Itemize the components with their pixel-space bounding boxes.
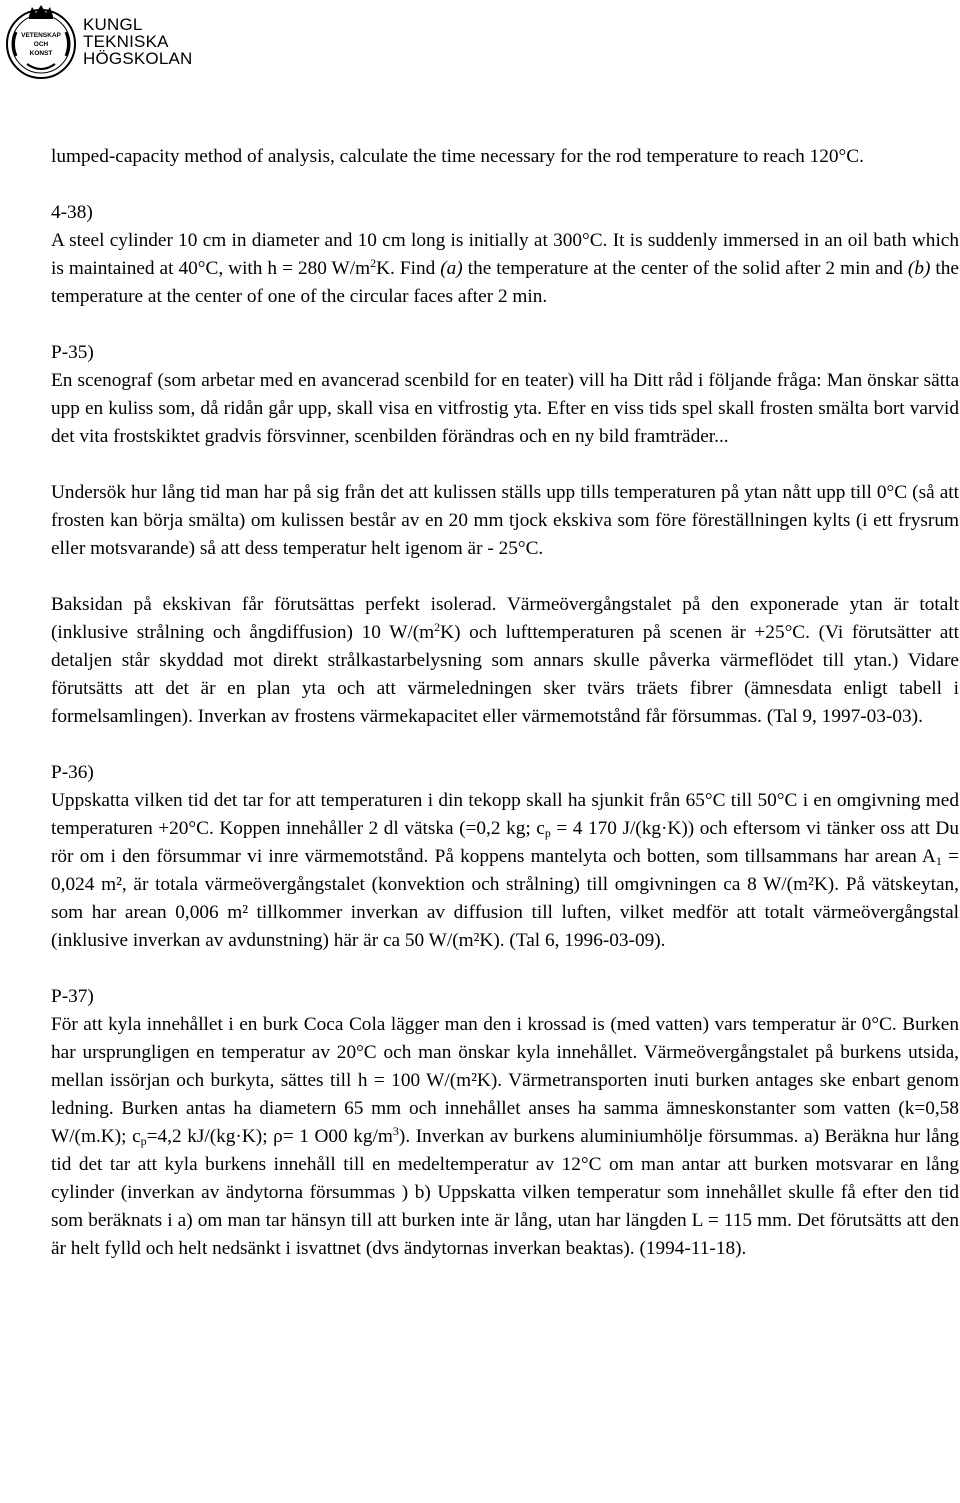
continued-paragraph: lumped-capacity method of analysis, calculate the time necessary for the rod temperature to reach 120°C. xyxy=(51,146,864,167)
problem-4-38-text: A steel cylinder 10 cm in diameter and 10 cm long is initially at 300°C. It is suddenly immersed in an oil bath which is maintained at 40°C, with h = 280 $W/m^2K$. Find (a) the temperature at the center of the solid after 2 min and (b) the temperature at the center of one of the circular faces after 2 min. xyxy=(51,230,959,307)
kth-logo xyxy=(3,2,203,82)
document-body xyxy=(51,143,959,1263)
problem-p35-paragraph-1: En scenograf (som arbetar med en avancerad scenbild for en teater) vill ha Ditt råd i följande fråga: Man önskar sätta upp en kuliss som, då ridån går upp, skall visa en vitfrostig yta. Efter en viss tids spel skall frosten smälta bort varvid det vita frostskiktet gradvis försvinner, scenbilden förändras och en ny bild framträder... xyxy=(51,370,959,447)
problem-p35-paragraph-3: Baksidan på ekskivan får förutsättas perfekt isolerad. Värmeövergångstalet på den exponerade ytan är totalt (inklusive strålning och ångdiffusion) 10 $W/(m^2K)$ och lufttemperaturen på scenen är +25°C. (Vi förutsätter att detaljen står skyddad mot direkt strålkastarbelysning som annars skulle påverka värmeflödet till ytan.) Vidare förutsätts att det är en plan yta och att värmeledningen sker tvärs träets fibrer (ämnesdata enligt tabell i formelsamlingen). Inverkan av frostens värmekapacitet eller värmemotstånd får försummas. (Tal 9, 1997-03-03). xyxy=(51,594,959,727)
kth-wordmark xyxy=(83,16,193,67)
problem-p36-label: P-36) xyxy=(51,762,94,783)
seal-text-line-1: VETENSKAP xyxy=(21,32,61,39)
seal-text-line-2: OCH xyxy=(33,41,49,48)
kth-seal-icon xyxy=(3,2,79,80)
problem-4-38-label: 4-38) xyxy=(51,202,93,223)
wordmark-line-3: HÖGSKOLAN xyxy=(83,49,193,68)
problem-p35-label: P-35) xyxy=(51,342,94,363)
problem-p37-label: P-37) xyxy=(51,986,94,1007)
problem-p36-text: Uppskatta vilken tid det tar for att temperaturen i din tekopp skall ha sjunkit från 65°C till 50°C i en omgivning med temperaturen +20°C. Koppen innehåller 2 dl vätska (=0,2 kg; $c_p = 4$ 170 J/(kg·K)) och eftersom vi tänker oss att Du rör om i den försummar vi inre värmemotstånd. På koppens mantelyta och botten, som tillsammans har arean $A_1 = 0,024$ m², är totala värmeövergångstalet (konvektion och strålning) till omgivningen ca 8 W/(m²K). På vätskeytan, som har arean 0,006 m² tillkommer inverkan av diffusion till luften, vilket medför att totalt värmeövergångstal (inklusive inverkan av avdunstning) här är ca 50 W/(m²K). (Tal 6, 1996-03-09). xyxy=(51,790,959,951)
problem-p37-text: För att kyla innehållet i en burk Coca Cola lägger man den i krossad is (med vatten) vars temperatur är 0°C. Burken har ursprungligen en temperatur av 20°C och man önskar kyla innehållet. Värmeövergångstalet på burkens utsida, mellan issörjan och burkyta, sättes till h = 100 W/(m²K). Värmetransporten inuti burken antages ske enbart genom ledning. Burken antas ha diametern 65 mm och innehållet anses ha samma ämneskonstanter som vatten (k=0,58 W/(m.K); $c_p=4,2$ kJ/(kg·K); ρ= 1 O00 $kg/m^3$). Inverkan av burkens aluminiumhölje försummas. a) Beräkna hur lång tid det tar att kyla burkens innehåll till en medeltemperatur av 12°C om man antar att burken motsvarar en lång cylinder (inverkan av ändytorna försummas ) b) Uppskatta vilken temperatur som innehållet skulle få efter den tid som beräknats i a) om man tar hänsyn till att burken inte är lång, utan har längden L = 115 mm. Det förutsätts att den är helt fylld och helt nedsänkt i isvattnet (dvs ändytornas inverkan beaktas). (1994-11-18). xyxy=(51,1014,959,1259)
wordmark-line-1: KUNGL xyxy=(83,15,143,34)
problem-p35-paragraph-2: Undersök hur lång tid man har på sig från det att kulissen ställs upp tills temperaturen på ytan nått upp till 0°C (så att frosten kan börja smälta) om kulissen består av en 20 mm tjock ekskiva som före föreställningen kylts (i ett frysrum eller motsvarande) så att dess temperatur helt igenom är - 25°C. xyxy=(51,482,959,559)
seal-text-line-3: KONST xyxy=(29,50,53,57)
wordmark-line-2: TEKNISKA xyxy=(83,32,169,51)
